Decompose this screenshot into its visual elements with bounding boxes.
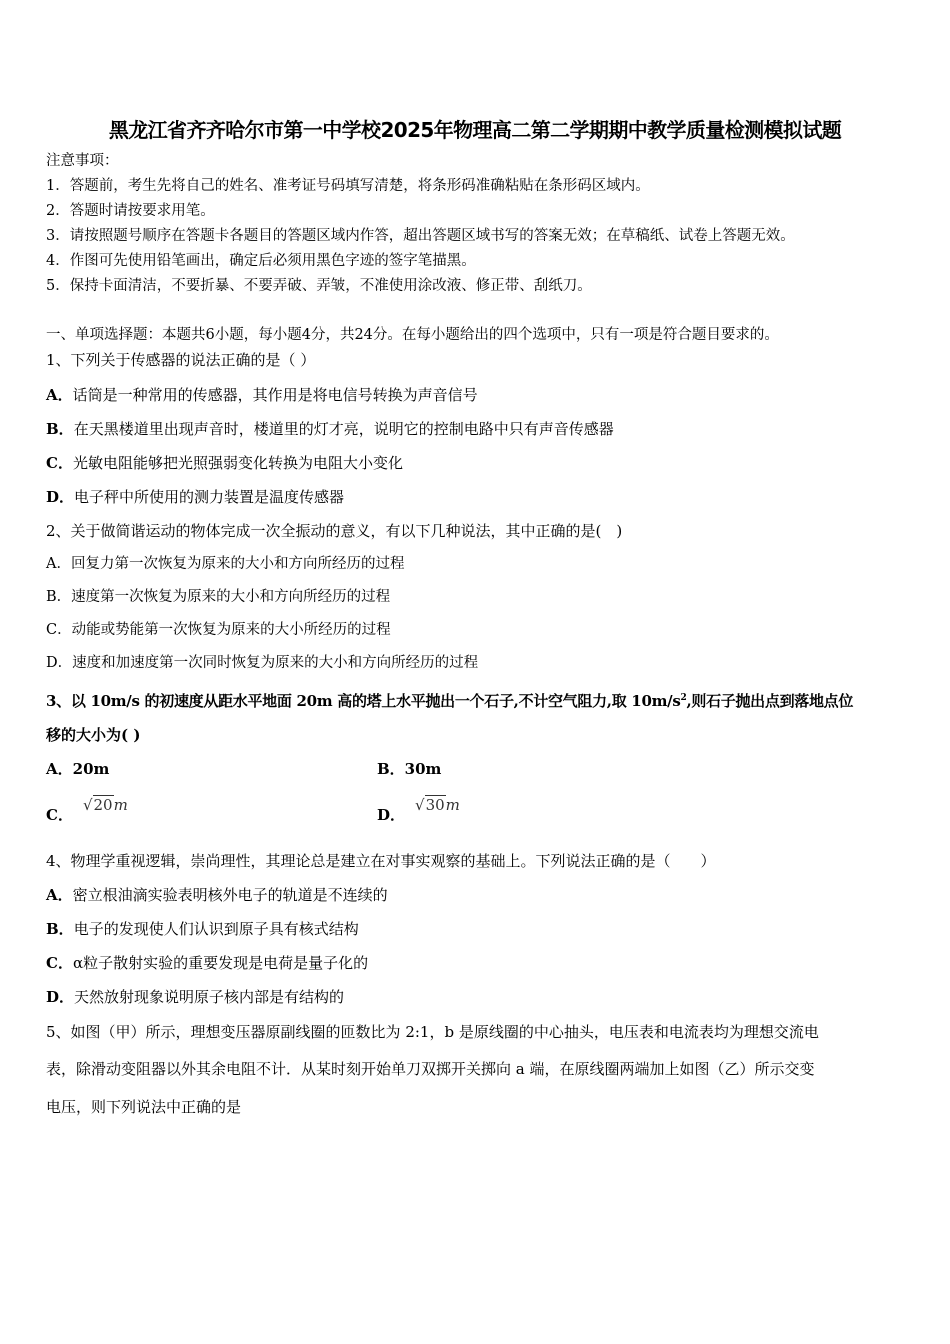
option-text: 在天黑楼道里出现声音时，楼道里的灯才亮，说明它的控制电路中只有声音传感器 — [73, 420, 614, 438]
option-letter: B． — [46, 920, 74, 938]
q2-option-b: B．速度第一次恢复为原来的大小和方向所经历的过程 — [46, 589, 391, 605]
option-letter: D． — [46, 988, 75, 1006]
q4-option-b — [46, 919, 359, 939]
q5-stem-line3: 电压，则下列说法中正确的是 — [46, 1098, 242, 1116]
q1-stem: 1、下列关于传感器的说法正确的是（ ） — [46, 351, 316, 369]
option-text: 密立根油滴实验表明核外电子的轨道是不连续的 — [72, 886, 388, 904]
option-text: 光敏电阻能够把光照强弱变化转换为电阻大小变化 — [72, 454, 403, 472]
q3-stem-line2: 移的大小为( ) — [46, 726, 141, 744]
q3-option-a: A．20m — [46, 760, 110, 778]
option-text: 话筒是一种常用的传感器，其作用是将电信号转换为声音信号 — [72, 386, 478, 404]
note-item: 5．保持卡面清洁，不要折暴、不要弄破、弄皱，不准使用涂改液、修正带、刮纸刀。 — [46, 278, 592, 294]
option-text: 天然放射现象说明原子核内部是有结构的 — [74, 988, 345, 1006]
option-letter: C． — [46, 454, 73, 472]
unit: m — [445, 796, 460, 814]
q4-stem: 4、物理学重视逻辑，崇尚理性，其理论总是建立在对事实观察的基础上。下列说法正确的是（ ） — [46, 852, 716, 870]
note-item: 2．答题时请按要求用笔。 — [46, 203, 215, 219]
q3-option-c — [46, 796, 128, 825]
q1-option-c — [46, 453, 403, 473]
q4-option-c — [46, 953, 368, 973]
notes-heading: 注意事项： — [46, 153, 119, 169]
q4-option-d — [46, 987, 344, 1007]
option-letter: A． — [46, 386, 73, 404]
q2-stem: 2、关于做简谐运动的物体完成一次全振动的意义，有以下几种说法，其中正确的是( ) — [46, 522, 623, 540]
q2-option-a: A．回复力第一次恢复为原来的大小和方向所经历的过程 — [46, 556, 405, 572]
section-heading: 一、单项选择题：本题共6小题，每小题4分，共24分。在每小题给出的四个选项中，只有一项是符合题目要求的。 — [46, 327, 779, 343]
q1-option-d — [46, 487, 344, 507]
option-letter: C． — [46, 954, 73, 972]
q3-stem-text: ,则石子抛出点到落地点位 — [686, 692, 854, 710]
option-letter: D． — [46, 488, 75, 506]
note-item: 1．答题前，考生先将自己的姓名、准考证号码填写清楚，将条形码准确粘贴在条形码区域内。 — [46, 178, 650, 194]
option-letter: C． — [46, 806, 73, 824]
sqrt-expression: √20m — [82, 796, 128, 814]
option-letter: D． — [377, 806, 406, 824]
option-letter: A． — [46, 886, 73, 904]
q3-stem — [46, 688, 853, 711]
option-text: 电子的发现使人们认识到原子具有核式结构 — [73, 920, 359, 938]
superscript: 2 — [680, 693, 687, 703]
option-text: 电子秤中所使用的测力装置是温度传感器 — [74, 488, 345, 506]
q1-option-a — [46, 385, 478, 405]
q3-option-d — [377, 796, 460, 825]
radicand: 30 — [425, 796, 445, 814]
q5-stem-line1: 5、如图（甲）所示，理想变压器原副线圈的匝数比为 2:1，b 是原线圈的中心抽头，电压表和电流表均为理想交流电 — [46, 1023, 819, 1041]
q1-option-b — [46, 419, 614, 439]
note-item: 3．请按照题号顺序在答题卡各题目的答题区域内作答，超出答题区域书写的答案无效；在草稿纸、试卷上答题无效。 — [46, 228, 795, 244]
q2-option-d: D．速度和加速度第一次同时恢复为原来的大小和方向所经历的过程 — [46, 655, 479, 671]
note-item: 4．作图可先使用铅笔画出，确定后必须用黑色字迹的签字笔描黑。 — [46, 253, 476, 269]
option-letter: B． — [46, 420, 74, 438]
q2-option-c: C．动能或势能第一次恢复为原来的大小所经历的过程 — [46, 622, 391, 638]
q3-option-b: B．30m — [377, 760, 442, 778]
q4-option-a — [46, 885, 388, 905]
radicand: 20 — [93, 796, 113, 814]
q3-stem-text: 3、以 10m/s 的初速度从距水平地面 20m 高的塔上水平抛出一个石子,不计空气阻力,取 10m/s — [46, 692, 681, 710]
option-text: α粒子散射实验的重要发现是电荷是量子化的 — [72, 954, 369, 972]
sqrt-expression: √30m — [415, 796, 460, 814]
q5-stem-line2: 表，除滑动变阻器以外其余电阻不计．从某时刻开始单刀双掷开关掷向 a 端，在原线圈两端加上如图（乙）所示交变 — [46, 1060, 815, 1078]
page-title: 黑龙江省齐齐哈尔市第一中学校2025年物理高二第二学期期中教学质量检测模拟试题 — [108, 118, 842, 142]
unit: m — [113, 796, 128, 814]
